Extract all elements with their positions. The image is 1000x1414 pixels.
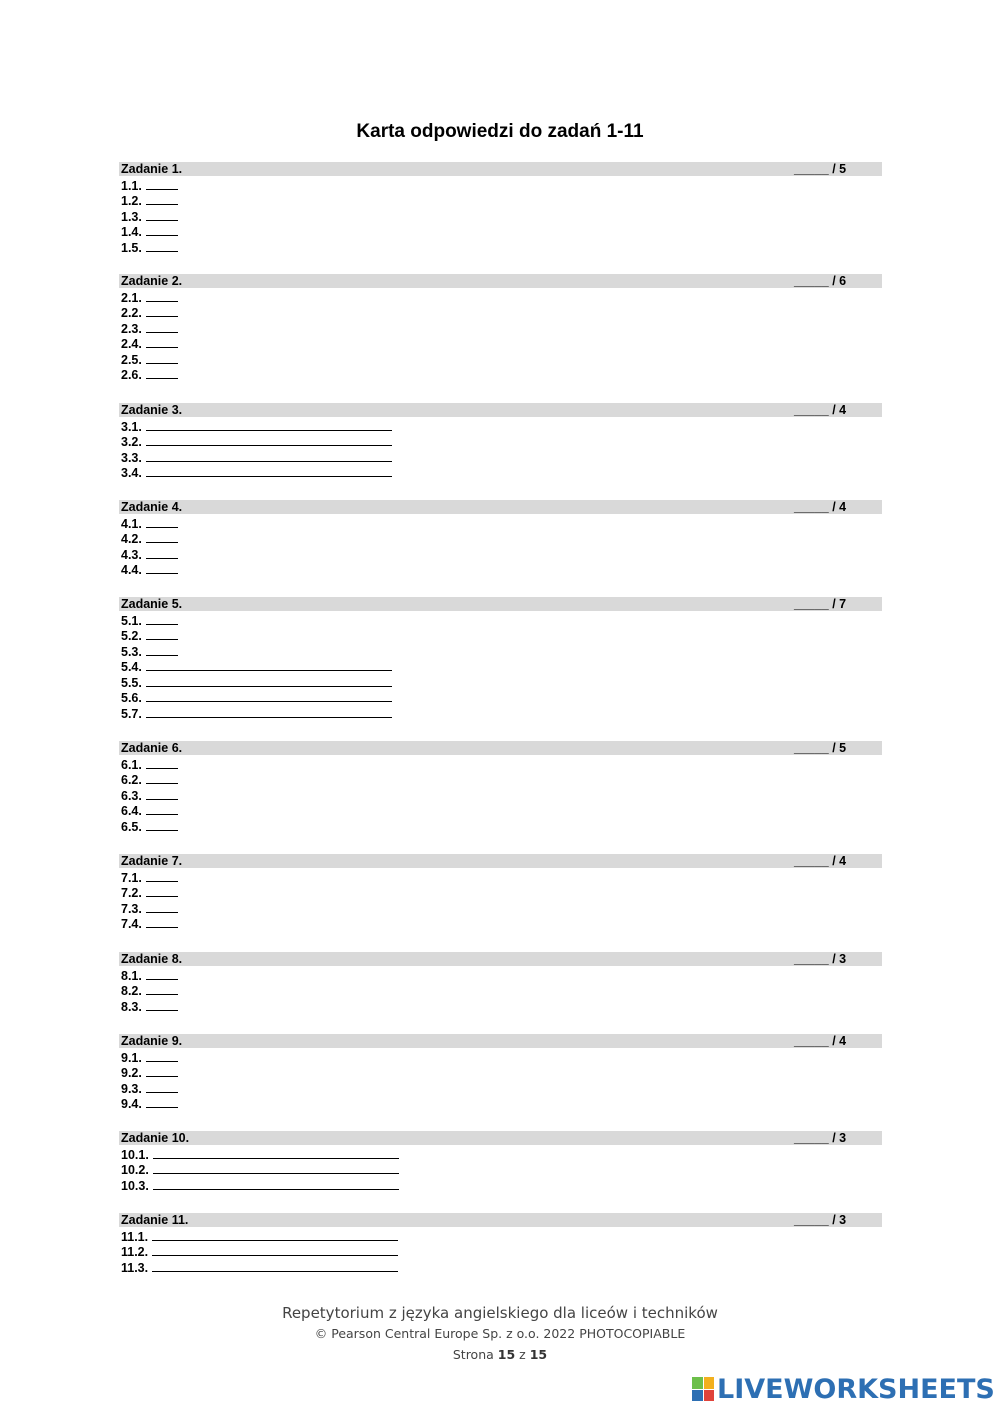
answer-blank[interactable] <box>146 983 178 995</box>
answer-row <box>121 819 178 834</box>
answer-number: 9.1. <box>121 1050 142 1065</box>
answer-row <box>121 803 178 818</box>
answer-blank[interactable] <box>146 885 178 897</box>
answer-row <box>121 1147 399 1162</box>
answer-number: 4.4. <box>121 563 142 577</box>
footer-copyright: © Pearson Central Europe Sp. z o.o. 2022 PHOTOCOPIABLE <box>314 1326 686 1341</box>
answer-number: 9.3. <box>121 1081 142 1096</box>
answer-row <box>121 1260 398 1275</box>
page-total: 15 <box>529 1347 548 1362</box>
answer-blank[interactable] <box>146 336 178 348</box>
answer-row <box>121 675 392 690</box>
answer-blank[interactable] <box>153 1147 399 1159</box>
answer-number: 10.1. <box>121 1147 149 1162</box>
answer-blank[interactable] <box>146 644 178 656</box>
answer-number: 3.2. <box>121 435 142 449</box>
answer-blank[interactable] <box>146 870 178 882</box>
answer-blank[interactable] <box>146 434 392 446</box>
answer-row <box>121 901 178 916</box>
section-title: Zadanie 11. <box>121 1213 189 1227</box>
page-separator: z <box>519 1347 526 1362</box>
answer-row <box>121 240 178 255</box>
section-title: Zadanie 2. <box>121 274 183 288</box>
answer-row <box>121 870 178 885</box>
answer-blank[interactable] <box>146 367 178 379</box>
answer-number: 2.5. <box>121 352 142 367</box>
answer-row <box>121 419 392 434</box>
answer-blank[interactable] <box>146 193 178 205</box>
section-header-bar <box>119 1131 882 1145</box>
answer-blank[interactable] <box>146 305 178 317</box>
answer-row <box>121 772 178 787</box>
answer-row <box>121 209 178 224</box>
answer-number: 10.2. <box>121 1163 149 1177</box>
answer-number: 3.1. <box>121 419 142 434</box>
answer-blank[interactable] <box>153 1162 399 1174</box>
section-header-bar <box>119 274 882 288</box>
answer-row <box>121 628 178 643</box>
section-score[interactable]: _____ / 3 <box>794 952 847 966</box>
answer-number: 5.5. <box>121 675 142 690</box>
answer-blank[interactable] <box>146 901 178 913</box>
answer-blank[interactable] <box>146 690 392 702</box>
answer-row <box>121 1096 178 1111</box>
answer-number: 2.3. <box>121 321 142 336</box>
liveworksheets-logo-icon <box>692 1377 714 1401</box>
answer-row <box>121 1050 178 1065</box>
answer-number: 6.2. <box>121 773 142 787</box>
answer-number: 8.2. <box>121 984 142 998</box>
answer-row <box>121 450 392 465</box>
answer-blank[interactable] <box>146 613 178 625</box>
section-score[interactable]: _____ / 4 <box>794 854 847 868</box>
answer-number: 9.4. <box>121 1097 142 1111</box>
answer-blank[interactable] <box>146 321 178 333</box>
answer-row <box>121 178 178 193</box>
answer-number: 2.2. <box>121 306 142 320</box>
answer-blank[interactable] <box>146 547 178 559</box>
answer-row <box>121 968 178 983</box>
footer-course-title: Repetytorium z języka angielskiego dla liceów i techników <box>282 1304 718 1322</box>
logo-square-2 <box>704 1377 715 1389</box>
answer-number: 4.2. <box>121 532 142 546</box>
section-header-bar <box>119 403 882 417</box>
answer-row <box>121 562 178 577</box>
section-header-bar <box>119 1034 882 1048</box>
answer-row <box>121 1229 398 1244</box>
answer-blank[interactable] <box>146 562 178 574</box>
answer-number: 5.2. <box>121 629 142 643</box>
answer-number: 11.1. <box>121 1229 149 1244</box>
answer-number: 7.3. <box>121 901 142 916</box>
answer-number: 4.3. <box>121 547 142 562</box>
answer-blank[interactable] <box>146 465 392 477</box>
logo-square-1 <box>692 1377 703 1389</box>
page-prefix: Strona <box>452 1347 494 1362</box>
section-title: Zadanie 8. <box>121 952 183 966</box>
answer-row <box>121 290 178 305</box>
answer-blank[interactable] <box>146 803 178 815</box>
answer-number: 6.3. <box>121 788 142 803</box>
section-score[interactable]: _____ / 6 <box>794 274 847 288</box>
answer-number: 8.3. <box>121 999 142 1014</box>
section-title: Zadanie 6. <box>121 741 183 755</box>
section-score[interactable]: _____ / 4 <box>794 1034 847 1048</box>
answer-row <box>121 1244 398 1259</box>
section-header-bar <box>119 1213 882 1227</box>
section-title: Zadanie 9. <box>121 1034 183 1048</box>
answer-row <box>121 757 178 772</box>
answer-blank[interactable] <box>146 450 392 462</box>
answer-number: 7.4. <box>121 917 142 931</box>
section-header-bar <box>119 162 882 176</box>
answer-number: 4.1. <box>121 516 142 531</box>
answer-number: 1.5. <box>121 240 142 255</box>
answer-row <box>121 644 178 659</box>
answer-blank[interactable] <box>146 659 392 671</box>
section-title: Zadanie 1. <box>121 162 183 176</box>
answer-blank[interactable] <box>146 1050 178 1062</box>
answer-row <box>121 465 392 480</box>
answer-blank[interactable] <box>146 675 392 687</box>
answer-row <box>121 367 178 382</box>
answer-row <box>121 690 392 705</box>
answer-number: 2.4. <box>121 337 142 351</box>
answer-blank[interactable] <box>146 1065 178 1077</box>
answer-blank[interactable] <box>146 419 392 431</box>
section-score[interactable]: _____ / 3 <box>794 1131 847 1145</box>
answer-blank[interactable] <box>146 999 178 1011</box>
answer-row <box>121 999 178 1014</box>
answer-blank[interactable] <box>146 819 178 831</box>
answer-row <box>121 434 392 449</box>
footer-page-number <box>0 1347 1000 1362</box>
answer-number: 3.3. <box>121 450 142 465</box>
answer-row <box>121 613 178 628</box>
logo-square-3 <box>692 1390 703 1402</box>
section-score[interactable]: _____ / 7 <box>794 597 847 611</box>
answer-row <box>121 352 178 367</box>
section-header-bar <box>119 500 882 514</box>
answer-row <box>121 547 178 562</box>
section-score[interactable]: _____ / 3 <box>794 1213 847 1227</box>
answer-blank[interactable] <box>146 290 178 302</box>
answer-number: 5.6. <box>121 691 142 705</box>
answer-row <box>121 1178 399 1193</box>
answer-blank[interactable] <box>146 240 178 252</box>
answer-blank[interactable] <box>146 916 178 928</box>
answer-row <box>121 659 392 674</box>
answer-row <box>121 516 178 531</box>
section-header-bar <box>119 741 882 755</box>
liveworksheets-brand[interactable] <box>692 1374 995 1404</box>
answer-row <box>121 1162 399 1177</box>
answer-number: 9.2. <box>121 1066 142 1080</box>
answer-blank[interactable] <box>146 772 178 784</box>
answer-blank[interactable] <box>153 1178 399 1190</box>
answer-blank[interactable] <box>146 531 178 543</box>
section-title: Zadanie 5. <box>121 597 183 611</box>
page-title: Karta odpowiedzi do zadań 1-11 <box>356 121 644 142</box>
section-title: Zadanie 4. <box>121 500 183 514</box>
answer-number: 7.1. <box>121 870 142 885</box>
answer-row <box>121 706 392 721</box>
answer-row <box>121 336 178 351</box>
answer-blank[interactable] <box>146 757 178 769</box>
answer-number: 1.2. <box>121 194 142 208</box>
answer-number: 2.6. <box>121 368 142 382</box>
answer-blank[interactable] <box>152 1260 398 1272</box>
logo-square-4 <box>704 1390 715 1402</box>
section-title: Zadanie 10. <box>121 1131 190 1145</box>
answer-number: 6.5. <box>121 819 142 834</box>
answer-blank[interactable] <box>146 209 178 221</box>
answer-number: 11.3. <box>121 1260 149 1275</box>
answer-row <box>121 788 178 803</box>
answer-number: 5.7. <box>121 706 142 721</box>
section-header-bar <box>119 597 882 611</box>
answer-row <box>121 531 178 546</box>
answer-number: 2.1. <box>121 290 142 305</box>
answer-number: 11.2. <box>121 1245 149 1259</box>
answer-row <box>121 305 178 320</box>
answer-blank[interactable] <box>146 788 178 800</box>
section-title: Zadanie 7. <box>121 854 183 868</box>
answer-blank[interactable] <box>146 224 178 236</box>
answer-number: 6.1. <box>121 757 142 772</box>
section-score[interactable]: _____ / 4 <box>794 500 847 514</box>
section-score[interactable]: _____ / 4 <box>794 403 847 417</box>
answer-number: 8.1. <box>121 968 142 983</box>
answer-blank[interactable] <box>146 516 178 528</box>
answer-number: 10.3. <box>121 1178 149 1193</box>
answer-number: 5.3. <box>121 644 142 659</box>
answer-blank[interactable] <box>146 1096 178 1108</box>
answer-number: 1.3. <box>121 209 142 224</box>
page-current: 15 <box>497 1347 516 1362</box>
answer-row <box>121 193 178 208</box>
answer-blank[interactable] <box>146 706 392 718</box>
answer-row <box>121 224 178 239</box>
answer-row <box>121 1081 178 1096</box>
answer-blank[interactable] <box>146 352 178 364</box>
answer-number: 3.4. <box>121 466 142 480</box>
section-header-bar <box>119 952 882 966</box>
answer-row <box>121 321 178 336</box>
answer-blank[interactable] <box>146 628 178 640</box>
answer-number: 6.4. <box>121 804 142 818</box>
section-score[interactable]: _____ / 5 <box>794 741 847 755</box>
section-header-bar <box>119 854 882 868</box>
answer-number: 5.1. <box>121 613 142 628</box>
answer-row <box>121 1065 178 1080</box>
answer-row <box>121 916 178 931</box>
brand-text: LIVEWORKSHEETS <box>717 1373 995 1405</box>
answer-blank[interactable] <box>146 1081 178 1093</box>
answer-blank[interactable] <box>152 1229 398 1241</box>
answer-number: 1.1. <box>121 178 142 193</box>
answer-blank[interactable] <box>152 1244 398 1256</box>
answer-blank[interactable] <box>146 968 178 980</box>
section-title: Zadanie 3. <box>121 403 183 417</box>
section-score[interactable]: _____ / 5 <box>794 162 847 176</box>
answer-number: 1.4. <box>121 225 142 239</box>
answer-number: 5.4. <box>121 660 142 674</box>
answer-blank[interactable] <box>146 178 178 190</box>
answer-number: 7.2. <box>121 886 142 900</box>
answer-row <box>121 885 178 900</box>
answer-row <box>121 983 178 998</box>
